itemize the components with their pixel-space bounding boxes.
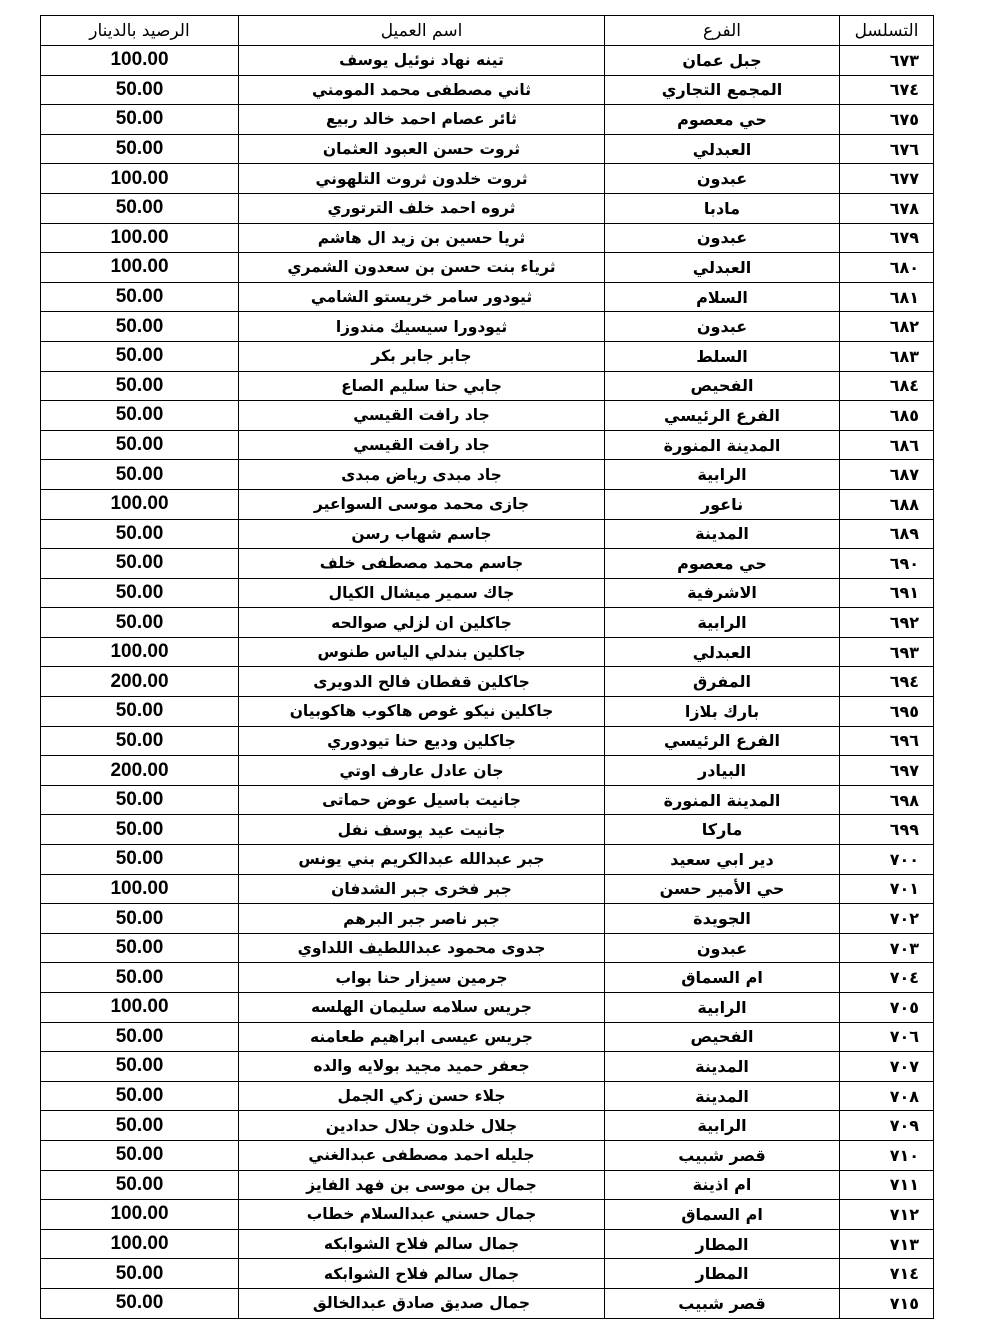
table-row — [41, 845, 934, 875]
table-row — [41, 756, 934, 786]
cell-balance: 200.00 — [41, 667, 239, 697]
cell-balance: 50.00 — [41, 134, 239, 164]
cell-balance: 50.00 — [41, 1259, 239, 1289]
cell-client: ثريا حسين بن زيد ال هاشم — [239, 223, 605, 253]
cell-client: جاد رافت القيسي — [239, 430, 605, 460]
cell-seq: ٦٧٩ — [840, 223, 934, 253]
table-row — [41, 164, 934, 194]
cell-seq: ٦٩٨ — [840, 785, 934, 815]
cell-client: جاكلين ان لزلي صوالحه — [239, 608, 605, 638]
cell-balance: 50.00 — [41, 1081, 239, 1111]
cell-balance: 50.00 — [41, 1170, 239, 1200]
cell-seq: ٧١٣ — [840, 1229, 934, 1259]
table-row — [41, 489, 934, 519]
cell-balance: 50.00 — [41, 1288, 239, 1318]
table-row — [41, 1081, 934, 1111]
cell-client: ثاني مصطفى محمد المومني — [239, 75, 605, 105]
cell-seq: ٧٠٦ — [840, 1022, 934, 1052]
cell-client: جاسم محمد مصطفى خلف — [239, 549, 605, 579]
cell-client: جاكلين نيكو غوص هاكوب هاكوبيان — [239, 697, 605, 727]
cell-balance: 100.00 — [41, 164, 239, 194]
cell-balance: 100.00 — [41, 253, 239, 283]
cell-client: جاكلين قفطان فالح الدويرى — [239, 667, 605, 697]
table-row — [41, 1288, 934, 1318]
cell-seq: ٦٨٩ — [840, 519, 934, 549]
table-row — [41, 75, 934, 105]
cell-client: جبر عبدالله عبدالكريم بني يونس — [239, 845, 605, 875]
cell-client: تينه نهاد نوئيل يوسف — [239, 46, 605, 76]
cell-seq: ٧١١ — [840, 1170, 934, 1200]
cell-client: جبر ناصر جبر البرهم — [239, 904, 605, 934]
table-row — [41, 401, 934, 431]
cell-seq: ٦٨٦ — [840, 430, 934, 460]
cell-client: جاكلين بندلي الياس طنوس — [239, 637, 605, 667]
cell-client: جان عادل عارف اوتي — [239, 756, 605, 786]
table-row — [41, 519, 934, 549]
cell-branch: المدينة — [605, 1052, 840, 1082]
cell-client: ثرياء بنت حسن بن سعدون الشمري — [239, 253, 605, 283]
cell-branch: ام السماق — [605, 963, 840, 993]
cell-balance: 50.00 — [41, 933, 239, 963]
cell-balance: 50.00 — [41, 963, 239, 993]
cell-client: جمال حسني عبدالسلام خطاب — [239, 1200, 605, 1230]
table-row — [41, 608, 934, 638]
cell-branch: البيادر — [605, 756, 840, 786]
table-row — [41, 312, 934, 342]
cell-branch: ام السماق — [605, 1200, 840, 1230]
cell-client: جمال بن موسى بن فهد الفايز — [239, 1170, 605, 1200]
table-row — [41, 253, 934, 283]
cell-seq: ٧١٥ — [840, 1288, 934, 1318]
cell-branch: عبدون — [605, 164, 840, 194]
cell-balance: 50.00 — [41, 726, 239, 756]
cell-seq: ٦٨٤ — [840, 371, 934, 401]
cell-branch: حي الأمير حسن — [605, 874, 840, 904]
table-row — [41, 785, 934, 815]
cell-seq: ٧٠٥ — [840, 993, 934, 1023]
cell-balance: 50.00 — [41, 608, 239, 638]
cell-balance: 50.00 — [41, 193, 239, 223]
cell-client: جلال خلدون جلال حدادين — [239, 1111, 605, 1141]
cell-balance: 50.00 — [41, 1140, 239, 1170]
cell-seq: ٧٠٤ — [840, 963, 934, 993]
cell-balance: 100.00 — [41, 637, 239, 667]
balances-table — [40, 15, 934, 1319]
table-row — [41, 815, 934, 845]
cell-branch: حي معصوم — [605, 549, 840, 579]
header-seq: التسلسل — [840, 16, 934, 46]
cell-branch: عبدون — [605, 933, 840, 963]
cell-seq: ٦٧٨ — [840, 193, 934, 223]
cell-client: جاد مبدى رياض مبدى — [239, 460, 605, 490]
cell-branch: ناعور — [605, 489, 840, 519]
cell-seq: ٧٠٠ — [840, 845, 934, 875]
table-row — [41, 904, 934, 934]
table-row — [41, 430, 934, 460]
cell-seq: ٦٨٢ — [840, 312, 934, 342]
cell-client: جاد رافت القيسي — [239, 401, 605, 431]
cell-seq: ٦٧٣ — [840, 46, 934, 76]
cell-branch: المطار — [605, 1229, 840, 1259]
cell-balance: 50.00 — [41, 401, 239, 431]
cell-branch: دير ابي سعيد — [605, 845, 840, 875]
cell-balance: 100.00 — [41, 46, 239, 76]
cell-client: جرمين سيزار حنا بواب — [239, 963, 605, 993]
cell-seq: ٦٩١ — [840, 578, 934, 608]
cell-branch: الرابية — [605, 1111, 840, 1141]
cell-seq: ٦٩٠ — [840, 549, 934, 579]
cell-client: جاسم شهاب رسن — [239, 519, 605, 549]
cell-client: ثروت حسن العبود العثمان — [239, 134, 605, 164]
cell-branch: الفحيص — [605, 371, 840, 401]
cell-seq: ٦٨٠ — [840, 253, 934, 283]
balances-sheet — [40, 15, 933, 1319]
header-client: اسم العميل — [239, 16, 605, 46]
cell-seq: ٦٨٨ — [840, 489, 934, 519]
cell-branch: عبدون — [605, 312, 840, 342]
cell-balance: 50.00 — [41, 785, 239, 815]
cell-balance: 50.00 — [41, 815, 239, 845]
cell-balance: 50.00 — [41, 845, 239, 875]
cell-balance: 50.00 — [41, 460, 239, 490]
cell-client: جانيت باسيل عوض حماتى — [239, 785, 605, 815]
cell-client: جمال سالم فلاح الشوابكه — [239, 1229, 605, 1259]
cell-seq: ٦٨١ — [840, 282, 934, 312]
cell-branch: الرابية — [605, 608, 840, 638]
cell-seq: ٧٠١ — [840, 874, 934, 904]
cell-seq: ٦٩٣ — [840, 637, 934, 667]
cell-client: جانيت عيد يوسف نفل — [239, 815, 605, 845]
cell-balance: 50.00 — [41, 697, 239, 727]
table-row — [41, 282, 934, 312]
cell-branch: العبدلي — [605, 253, 840, 283]
cell-branch: الرابية — [605, 993, 840, 1023]
cell-seq: ٧١٠ — [840, 1140, 934, 1170]
cell-seq: ٧٠٣ — [840, 933, 934, 963]
cell-seq: ٦٩٢ — [840, 608, 934, 638]
cell-balance: 200.00 — [41, 756, 239, 786]
table-row — [41, 460, 934, 490]
cell-balance: 50.00 — [41, 312, 239, 342]
table-row — [41, 667, 934, 697]
cell-branch: الفرع الرئيسي — [605, 726, 840, 756]
cell-branch: قصر شبيب — [605, 1288, 840, 1318]
cell-branch: المدينة — [605, 1081, 840, 1111]
cell-client: ثروه احمد خلف الترتوري — [239, 193, 605, 223]
cell-balance: 50.00 — [41, 1111, 239, 1141]
cell-balance: 50.00 — [41, 549, 239, 579]
table-row — [41, 1170, 934, 1200]
cell-branch: حي معصوم — [605, 105, 840, 135]
cell-client: جريس سلامه سليمان الهلسه — [239, 993, 605, 1023]
table-row — [41, 874, 934, 904]
cell-balance: 100.00 — [41, 489, 239, 519]
cell-balance: 50.00 — [41, 371, 239, 401]
cell-seq: ٦٧٥ — [840, 105, 934, 135]
table-row — [41, 371, 934, 401]
cell-branch: المدينة — [605, 519, 840, 549]
cell-client: جاك سمير ميشال الكيال — [239, 578, 605, 608]
cell-branch: ام اذينة — [605, 1170, 840, 1200]
table-row — [41, 578, 934, 608]
cell-branch: الرابية — [605, 460, 840, 490]
cell-seq: ٧٠٨ — [840, 1081, 934, 1111]
cell-branch: المدينة المنورة — [605, 430, 840, 460]
cell-branch: العبدلي — [605, 637, 840, 667]
cell-client: ثروت خلدون ثروت التلهوني — [239, 164, 605, 194]
table-row — [41, 1259, 934, 1289]
cell-client: جاكلين وديع حنا تيودوري — [239, 726, 605, 756]
cell-balance: 100.00 — [41, 874, 239, 904]
cell-seq: ٧٠٩ — [840, 1111, 934, 1141]
table-row — [41, 637, 934, 667]
cell-client: جلاء حسن زكي الجمل — [239, 1081, 605, 1111]
cell-balance: 50.00 — [41, 1022, 239, 1052]
cell-branch: الجويدة — [605, 904, 840, 934]
cell-seq: ٦٩٥ — [840, 697, 934, 727]
cell-branch: السلط — [605, 341, 840, 371]
cell-seq: ٦٧٦ — [840, 134, 934, 164]
cell-branch: المدينة المنورة — [605, 785, 840, 815]
cell-client: جريس عيسى ابراهيم طعامنه — [239, 1022, 605, 1052]
cell-balance: 50.00 — [41, 341, 239, 371]
cell-balance: 50.00 — [41, 105, 239, 135]
cell-branch: الاشرفية — [605, 578, 840, 608]
cell-seq: ٧٠٢ — [840, 904, 934, 934]
table-row — [41, 549, 934, 579]
cell-branch: المجمع التجاري — [605, 75, 840, 105]
cell-client: ثائر عصام احمد خالد ربيع — [239, 105, 605, 135]
table-row — [41, 46, 934, 76]
header-row — [41, 16, 934, 46]
table-row — [41, 105, 934, 135]
cell-branch: بارك بلازا — [605, 697, 840, 727]
cell-seq: ٦٩٦ — [840, 726, 934, 756]
table-row — [41, 963, 934, 993]
table-row — [41, 1052, 934, 1082]
cell-seq: ٦٩٩ — [840, 815, 934, 845]
cell-branch: عبدون — [605, 223, 840, 253]
cell-balance: 100.00 — [41, 1229, 239, 1259]
cell-balance: 100.00 — [41, 1200, 239, 1230]
cell-client: جليله احمد مصطفى عبدالغني — [239, 1140, 605, 1170]
cell-seq: ٦٧٧ — [840, 164, 934, 194]
cell-branch: ماركا — [605, 815, 840, 845]
cell-client: جابي حنا سليم الصاع — [239, 371, 605, 401]
cell-client: جعفر حميد مجيد بولايه والده — [239, 1052, 605, 1082]
cell-client: جازى محمد موسى السواعير — [239, 489, 605, 519]
table-body — [41, 46, 934, 1319]
cell-branch: الفرع الرئيسي — [605, 401, 840, 431]
table-row — [41, 134, 934, 164]
cell-client: جمال سالم فلاح الشوابكه — [239, 1259, 605, 1289]
header-balance: الرصيد بالدينار — [41, 16, 239, 46]
cell-client: ثيودور سامر خريستو الشامي — [239, 282, 605, 312]
cell-seq: ٦٨٧ — [840, 460, 934, 490]
cell-balance: 50.00 — [41, 75, 239, 105]
cell-branch: المفرق — [605, 667, 840, 697]
table-row — [41, 1022, 934, 1052]
cell-balance: 50.00 — [41, 904, 239, 934]
cell-branch: الفحيص — [605, 1022, 840, 1052]
cell-client: جابر جابر بكر — [239, 341, 605, 371]
table-row — [41, 726, 934, 756]
table-row — [41, 1200, 934, 1230]
cell-balance: 50.00 — [41, 430, 239, 460]
cell-branch: مادبا — [605, 193, 840, 223]
table-row — [41, 223, 934, 253]
cell-balance: 50.00 — [41, 282, 239, 312]
cell-balance: 100.00 — [41, 993, 239, 1023]
cell-seq: ٧١٤ — [840, 1259, 934, 1289]
cell-branch: جبل عمان — [605, 46, 840, 76]
table-row — [41, 341, 934, 371]
cell-branch: المطار — [605, 1259, 840, 1289]
header-branch: الفرع — [605, 16, 840, 46]
cell-seq: ٧١٢ — [840, 1200, 934, 1230]
cell-seq: ٦٨٥ — [840, 401, 934, 431]
table-row — [41, 933, 934, 963]
table-row — [41, 1229, 934, 1259]
cell-balance: 50.00 — [41, 1052, 239, 1082]
cell-seq: ٦٩٤ — [840, 667, 934, 697]
table-row — [41, 697, 934, 727]
table-row — [41, 1111, 934, 1141]
table-row — [41, 993, 934, 1023]
cell-balance: 50.00 — [41, 519, 239, 549]
cell-client: جدوى محمود عبداللطيف اللداوي — [239, 933, 605, 963]
cell-client: ثيودورا سيسيك مندوزا — [239, 312, 605, 342]
cell-balance: 100.00 — [41, 223, 239, 253]
cell-seq: ٦٨٣ — [840, 341, 934, 371]
cell-branch: السلام — [605, 282, 840, 312]
table-row — [41, 1140, 934, 1170]
cell-seq: ٦٩٧ — [840, 756, 934, 786]
cell-balance: 50.00 — [41, 578, 239, 608]
table-row — [41, 193, 934, 223]
cell-client: جبر فخرى جبر الشدفان — [239, 874, 605, 904]
cell-branch: العبدلي — [605, 134, 840, 164]
cell-seq: ٧٠٧ — [840, 1052, 934, 1082]
cell-branch: قصر شبيب — [605, 1140, 840, 1170]
cell-seq: ٦٧٤ — [840, 75, 934, 105]
cell-client: جمال صديق صادق عبدالخالق — [239, 1288, 605, 1318]
